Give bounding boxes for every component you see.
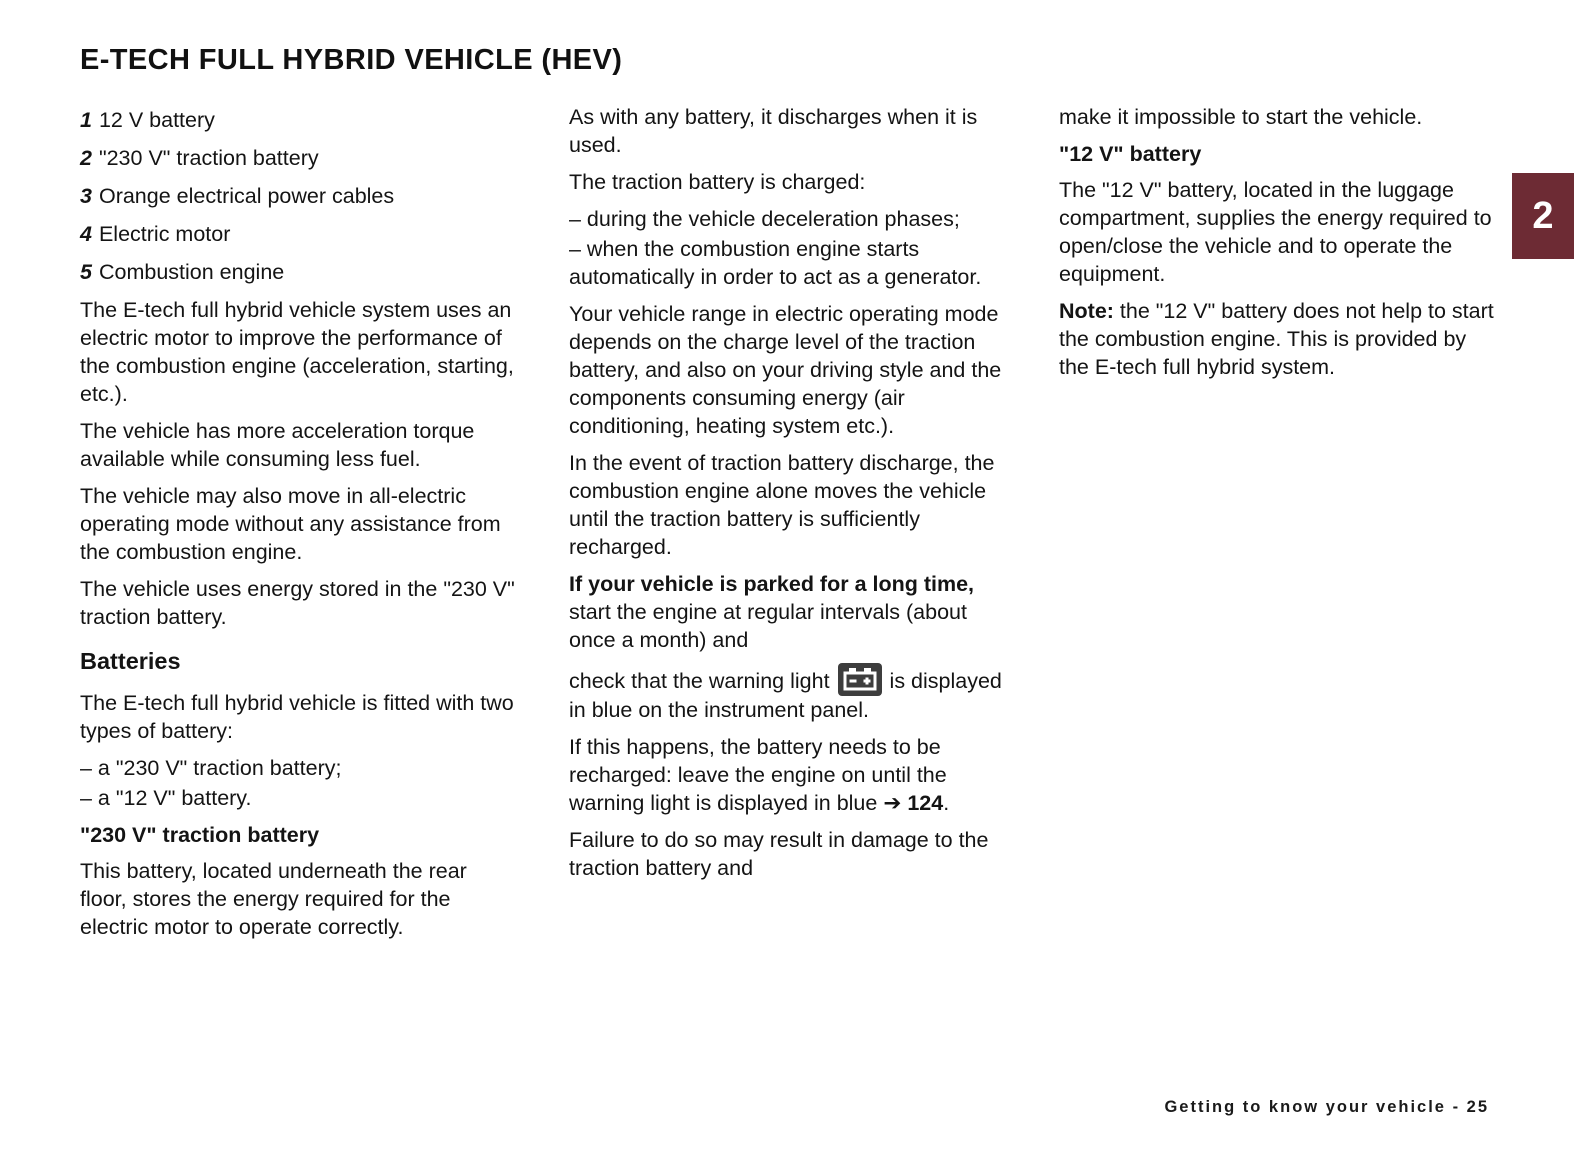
section-tab-number: 2 — [1532, 194, 1554, 237]
bullet-12v: – a "12 V" battery. — [80, 786, 252, 810]
section-tab — [1512, 173, 1574, 259]
legend-label: Electric motor — [98, 222, 231, 246]
legend-number: 4 — [80, 222, 92, 246]
paragraph-battery-discharge: In the event of traction battery discharge, the combustion engine alone moves the vehicle until the traction battery is sufficiently recharged. — [569, 451, 995, 559]
paragraph-charged-intro: The traction battery is charged: — [569, 170, 866, 194]
paragraph-all-electric: The vehicle may also move in all-electric operating mode without any assistance from the combustion engine. — [80, 484, 501, 564]
column-middle — [569, 103, 1007, 891]
legend-number: 2 — [80, 146, 92, 170]
paragraph-energy-stored: The vehicle uses energy stored in the "230 V" traction battery. — [80, 577, 515, 629]
page-footer: Getting to know your vehicle - 25 — [1164, 1098, 1489, 1116]
battery-230v-heading: "230 V" traction battery — [80, 823, 320, 847]
bullet-deceleration: – during the vehicle deceleration phases; — [569, 207, 960, 231]
recharge-text-end: . — [943, 791, 950, 815]
paragraph-230v-location: This battery, located underneath the rear floor, stores the energy required for the electric motor to operate correctly. — [80, 859, 467, 939]
legend-number: 3 — [80, 184, 92, 208]
bullet-generator: – when the combustion engine starts automatically in order to act as a generator. — [569, 237, 982, 289]
batteries-heading: Batteries — [80, 648, 181, 674]
paragraph-parked-long-time — [569, 570, 1007, 654]
paragraph-note — [1059, 297, 1497, 381]
paragraph-range: Your vehicle range in electric operating mode depends on the charge level of the traction battery, and also on your driving style and the components consuming energy (air conditioning, heating system etc.). — [569, 302, 1002, 438]
paragraph-impossible-start: make it impossible to start the vehicle. — [1059, 105, 1423, 129]
paragraph-warning-light — [569, 663, 1007, 724]
note-label: Note: — [1059, 299, 1114, 323]
legend-number: 1 — [80, 108, 92, 132]
legend-item — [80, 106, 518, 134]
legend-label: Orange electrical power cables — [98, 184, 395, 208]
parked-rest: start the engine at regular intervals (about once a month) and — [569, 600, 967, 652]
page-title: E-TECH FULL HYBRID VEHICLE (HEV) — [80, 44, 623, 76]
parked-lead-bold: If your vehicle is parked for a long time, — [569, 572, 975, 596]
legend-item — [80, 220, 518, 248]
warning-text-post: is displayed in blue on the instrument panel. — [569, 669, 1002, 722]
paragraph-two-battery-types: The E-tech full hybrid vehicle is fitted with two types of battery: — [80, 691, 514, 743]
legend-label: "230 V" traction battery — [98, 146, 319, 170]
column-left — [80, 103, 518, 950]
legend-item — [80, 258, 518, 286]
legend-item — [80, 144, 518, 172]
paragraph-system-overview: The E-tech full hybrid vehicle system uses an electric motor to improve the performance of the combustion engine (acceleration, starting, etc.). — [80, 298, 514, 406]
legend-item — [80, 182, 518, 210]
paragraph-torque: The vehicle has more acceleration torque available while consuming less fuel. — [80, 419, 475, 471]
recharge-text: If this happens, the battery needs to be recharged: leave the engine on until the warning light is displayed in blue — [569, 735, 947, 815]
paragraph-recharge — [569, 733, 1007, 817]
legend-number: 5 — [80, 260, 92, 284]
warning-text-pre: check that the warning light — [569, 669, 830, 693]
paragraph-discharge: As with any battery, it discharges when it is used. — [569, 105, 978, 157]
legend-label: Combustion engine — [98, 260, 285, 284]
note-text: the "12 V" battery does not help to start the combustion engine. This is provided by the E-tech full hybrid system. — [1059, 299, 1494, 379]
page-reference-arrow: ➔ 124 — [883, 791, 944, 815]
paragraph-12v-location: The "12 V" battery, located in the luggage compartment, supplies the energy required to open/close the vehicle and to operate the equipment. — [1059, 178, 1492, 286]
battery-warning-light-icon — [838, 663, 882, 696]
parts-legend — [80, 106, 518, 286]
paragraph-failure-damage: Failure to do so may result in damage to the traction battery and — [569, 828, 989, 880]
battery-12v-heading: "12 V" battery — [1059, 142, 1202, 166]
bullet-230v: – a "230 V" traction battery; — [80, 756, 342, 780]
column-right — [1059, 103, 1497, 390]
legend-label: 12 V battery — [98, 108, 215, 132]
